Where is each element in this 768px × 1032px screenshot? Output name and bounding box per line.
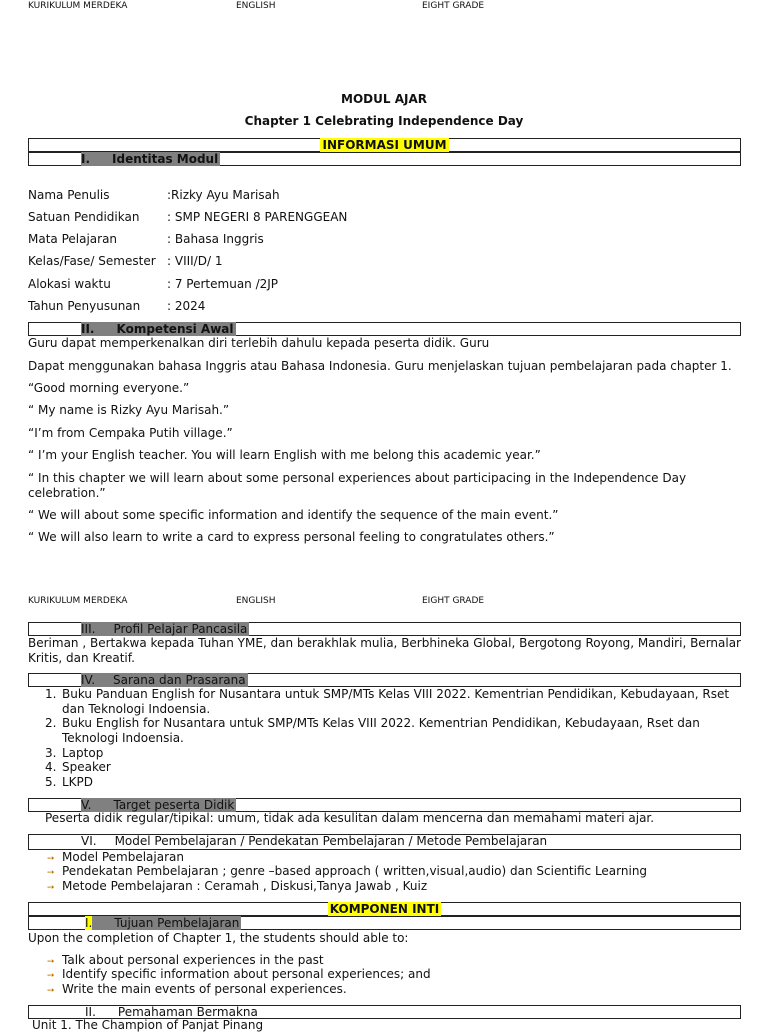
section-heading-kompetensi	[81, 322, 236, 336]
informasi-umum-banner	[28, 138, 741, 152]
identity-value: :Rizky Ayu Marisah	[167, 188, 280, 202]
section-label: Target peserta Didik	[113, 798, 235, 812]
sarana-item: Laptop	[62, 746, 104, 760]
model-item	[47, 879, 427, 893]
section-number: I.	[85, 916, 93, 930]
model-item-text: Metode Pembelajaran : Ceramah , Diskusi,Tanya Jawab , Kuiz	[62, 879, 428, 893]
list-number: 3.	[45, 746, 57, 760]
section-number: V.	[81, 798, 92, 812]
identity-value: : VIII/D/ 1	[167, 254, 223, 268]
section-heading-profil	[81, 622, 249, 636]
section-number: IV.	[81, 673, 96, 687]
document-title: MODUL AJAR	[341, 92, 427, 106]
kompetensi-quote: “Good morning everyone.”	[28, 381, 190, 395]
section-label: Pemahaman Bermakna	[117, 1005, 258, 1019]
arrow-bullet-icon: ➙	[47, 986, 55, 996]
section-label: Identitas Modul	[112, 152, 219, 166]
header-curriculum: KURIKULUM MERDEKA	[28, 596, 128, 606]
section-heading-target	[81, 798, 236, 812]
unit-line: Unit 1. The Champion of Panjat Pinang	[32, 1018, 264, 1032]
kompetensi-paragraph: Guru dapat memperkenalkan diri terlebih dahulu kepada peserta didik. Guru	[28, 336, 490, 350]
arrow-bullet-icon: ➙	[47, 957, 55, 967]
section-heading-pemahaman	[85, 1005, 258, 1019]
goal-item	[47, 953, 324, 967]
list-number: 1.	[45, 687, 57, 701]
header-grade: EIGHT GRADE	[422, 1, 485, 11]
goal-item	[47, 967, 431, 981]
document-subtitle: Chapter 1 Celebrating Independence Day	[244, 114, 524, 128]
section-identitas-modul	[28, 152, 741, 166]
section-sarana-prasarana	[28, 673, 741, 687]
kompetensi-quote: “ My name is Rizky Ayu Marisah.”	[28, 403, 230, 417]
section-pemahaman-bermakna	[28, 1005, 741, 1019]
identity-value: : 2024	[167, 299, 206, 313]
identity-value: : 7 Pertemuan /2JP	[167, 277, 279, 291]
sarana-item: Speaker	[62, 760, 111, 774]
list-number: 5.	[45, 775, 57, 789]
section-label: Kompetensi Awal	[116, 322, 234, 336]
section-kompetensi-awal	[28, 322, 741, 336]
kompetensi-quote: “ We will also learn to write a card to express personal feeling to congratulates others.”	[28, 530, 555, 544]
section-profil-pelajar	[28, 622, 741, 636]
section-heading-sarana	[81, 673, 248, 687]
section-label: Profil Pelajar Pancasila	[113, 622, 248, 636]
model-item-text: Pendekatan Pembelajaran ; genre –based approach ( written,visual,audio) dan Scientific Learning	[62, 864, 648, 878]
identity-label: Tahun Penyusunan	[28, 299, 141, 313]
model-item	[47, 864, 647, 878]
upon-text: Upon the completion of Chapter 1, the students should able to:	[28, 931, 409, 945]
header-subject: ENGLISH	[236, 596, 276, 606]
header-subject: ENGLISH	[236, 1, 276, 11]
section-number: II.	[85, 1005, 96, 1019]
sarana-item: LKPD	[62, 775, 94, 789]
arrow-bullet-icon: ➙	[47, 868, 55, 878]
kompetensi-quote: “ In this chapter we will learn about some personal experiences about participacing in the Independence Day celebration.”	[28, 471, 687, 500]
section-heading-model	[81, 834, 547, 848]
section-heading-identitas	[81, 152, 220, 166]
goal-item-text: Identify specific information about personal experiences; and	[62, 967, 431, 981]
identity-label: Mata Pelajaran	[28, 232, 118, 246]
section-label: Tujuan Pembelajaran	[114, 916, 240, 930]
informasi-umum-label: INFORMASI UMUM	[322, 138, 447, 152]
header-curriculum: KURIKULUM MERDEKA	[28, 1, 128, 11]
sarana-item: Buku Panduan English for Nusantara untuk SMP/MTs Kelas VIII 2022. Kementrian Pendidikan, Kebudayaan, Rset dan Teknologi Indoensia.	[62, 687, 730, 716]
kompetensi-quote: “ I’m your English teacher. You will learn English with me belong this academic year.”	[28, 448, 541, 462]
list-number: 4.	[45, 760, 57, 774]
section-tujuan-pembelajaran	[28, 916, 741, 930]
section-heading-tujuan	[85, 916, 241, 930]
section-model-pembelajaran	[28, 834, 741, 850]
section-number: I.	[81, 152, 91, 166]
identity-label: Satuan Pendidikan	[28, 210, 140, 224]
arrow-bullet-icon: ➙	[47, 971, 55, 981]
section-number: II.	[81, 322, 95, 336]
identity-label: Alokasi waktu	[28, 277, 111, 291]
model-item-text: Model Pembelajaran	[62, 850, 184, 864]
kompetensi-quote: “I’m from Cempaka Putih village.”	[28, 426, 233, 440]
kompetensi-paragraph: Dapat menggunakan bahasa Inggris atau Bahasa Indonesia. Guru menjelaskan tujuan pembelajaran pada chapter 1.	[28, 359, 732, 373]
section-label: Sarana dan Prasarana	[113, 673, 246, 687]
header-grade: EIGHT GRADE	[422, 596, 485, 606]
sarana-item: Buku English for Nusantara untuk SMP/MTs Kelas VIII 2022. Kementrian Pendidikan, Kebudayaan, Rset dan Teknologi Indoensia.	[62, 716, 700, 745]
section-label: Model Pembelajaran / Pendekatan Pembelajaran / Metode Pembelajaran	[114, 834, 548, 848]
goal-item-text: Talk about personal experiences in the past	[62, 953, 324, 967]
identity-label: Kelas/Fase/ Semester	[28, 254, 156, 268]
identity-label: Nama Penulis	[28, 188, 110, 202]
list-number: 2.	[45, 716, 57, 730]
section-target-peserta	[28, 798, 741, 812]
arrow-bullet-icon: ➙	[47, 854, 55, 864]
komponen-inti-banner	[28, 902, 741, 916]
goal-item-text: Write the main events of personal experiences.	[62, 982, 347, 996]
kompetensi-quote: “ We will about some specific information and identify the sequence of the main event.”	[28, 508, 559, 522]
target-text: Peserta didik regular/tipikal: umum, tidak ada kesulitan dalam mencerna dan memahami materi ajar.	[45, 811, 655, 825]
komponen-inti-label: KOMPONEN INTI	[329, 902, 440, 916]
identity-value: : Bahasa Inggris	[167, 232, 264, 246]
goal-item	[47, 982, 347, 996]
arrow-bullet-icon: ➙	[47, 883, 55, 893]
section-number: III.	[81, 622, 96, 636]
profil-text: Beriman , Bertakwa kepada Tuhan YME, dan berakhlak mulia, Berbhineka Global, Bergotong Royong, Mandiri, Bernalar Kritis, dan Kreatif.	[28, 636, 741, 665]
section-number: VI.	[81, 834, 97, 848]
model-item	[47, 850, 184, 864]
identity-value: : SMP NEGERI 8 PARENGGEAN	[167, 210, 348, 224]
